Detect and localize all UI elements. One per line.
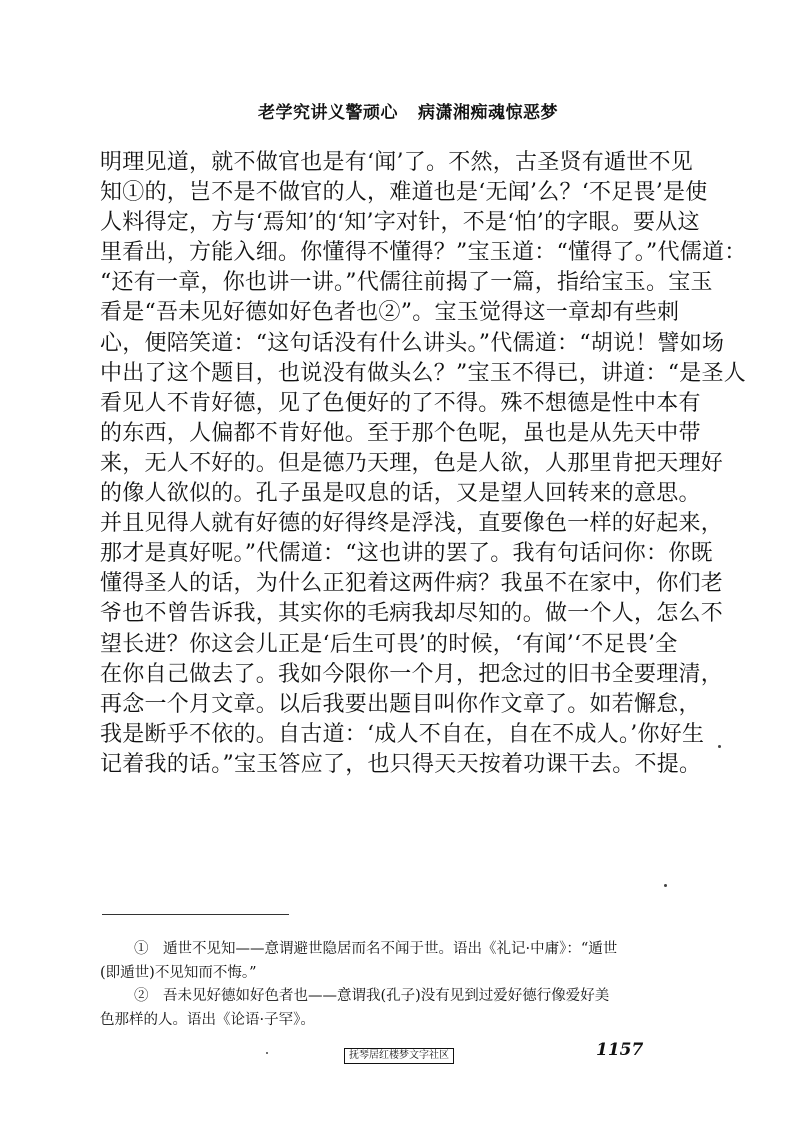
footnotes: [100, 938, 700, 1032]
page-number: 1157: [596, 1040, 644, 1060]
body-line: 爷也不曾告诉我，其实你的毛病我却尽知的。做一个人，怎么不: [100, 601, 724, 627]
body-line: 人料得定，方与‘焉知’的‘知’字对针，不是‘怕’的字眼。要从这: [100, 210, 700, 236]
body-line: 看见人不肯好德，见了色便好的了不得。殊不想德是性中本有: [100, 390, 701, 416]
body-line: 里看出，方能入细。你懂得不懂得？”宝玉道：“懂得了。”代儒道：: [100, 240, 747, 266]
scan-speck: [664, 884, 667, 887]
body-line: 心，便陪笑道：“这句话没有什么讲头。”代儒道：“胡说！譬如场: [100, 330, 725, 356]
scan-speck: [718, 745, 721, 748]
body-line: 望长进？你这会儿正是‘后生可畏’的时候，‘有闻’‘不足畏’全: [100, 631, 678, 657]
body-line: 懂得圣人的话，为什么正犯着这两件病？我虽不在家中，你们老: [100, 571, 724, 597]
body-line: 知①的，岂不是不做官的人，难道也是‘无闻’么？‘不足畏’是使: [100, 180, 708, 206]
footnote-2-line-2: 色那样的人。语出《论语·子罕》。: [100, 1011, 315, 1028]
body-line: 再念一个月文章。以后我要出题目叫你作文章了。如若懈怠，: [100, 691, 701, 717]
footnote-divider: [102, 914, 289, 915]
body-line: 的像人欲似的。孔子虽是叹息的话，又是望人回转来的意思。: [100, 481, 701, 507]
body-line: 明理见道，就不做官也是有‘闻’了。不然，古圣贤有遁世不见: [100, 150, 693, 175]
body-line: 我是断乎不依的。自古道：‘成人不自在，自在不成人。’你好生: [100, 721, 705, 747]
footnote-1-line-2: (即遁世)不见知而不悔。”: [100, 964, 257, 981]
body-line: 来，无人不好的。但是德乃天理，色是人欲，人那里肯把天理好: [100, 450, 724, 476]
scan-speck: [266, 1052, 268, 1054]
watermark-stamp: 抚琴居红楼梦文字社区: [344, 1048, 454, 1064]
body-line: 那才是真好呢。”代儒道：“这也讲的罢了。我有句话问你：你既: [100, 541, 713, 567]
footnote-1-line-1: ① 遁世不见知——意谓避世隐居而名不闻于世。语出《礼记·中庸》：“遁世: [134, 941, 618, 957]
body-line: 并且见得人就有好德的好得终是浮浅，直要像色一样的好起来，: [100, 511, 724, 537]
body-line: “还有一章，你也讲一讲。”代儒往前揭了一篇，指给宝玉。宝玉: [100, 270, 713, 296]
body-text: [100, 148, 747, 780]
body-line: 在你自己做去了。我如今限你一个月，把念过的旧书全要理清，: [100, 661, 724, 687]
running-header-left-title: 老学究讲义警顽心: [258, 103, 398, 123]
running-header-right-title: 病潇湘痴魂惊恶梦: [418, 103, 558, 123]
body-line: 记着我的话。”宝玉答应了，也只得天天按着功课干去。不提。: [100, 751, 702, 777]
body-line: 的东西，人偏都不肯好他。至于那个色呢，虽也是从先天中带: [100, 420, 701, 446]
running-header: [258, 98, 558, 123]
footnote-2-line-1: ② 吾未见好德如好色者也——意谓我(孔子)没有见到过爱好德行像爱好美: [134, 988, 610, 1004]
body-line: 看是“吾未见好德如好色者也②”。宝玉觉得这一章却有些刺: [100, 300, 680, 326]
body-line: 中出了这个题目，也说没有做头么？”宝玉不得已，讲道：“是圣人: [100, 360, 746, 386]
